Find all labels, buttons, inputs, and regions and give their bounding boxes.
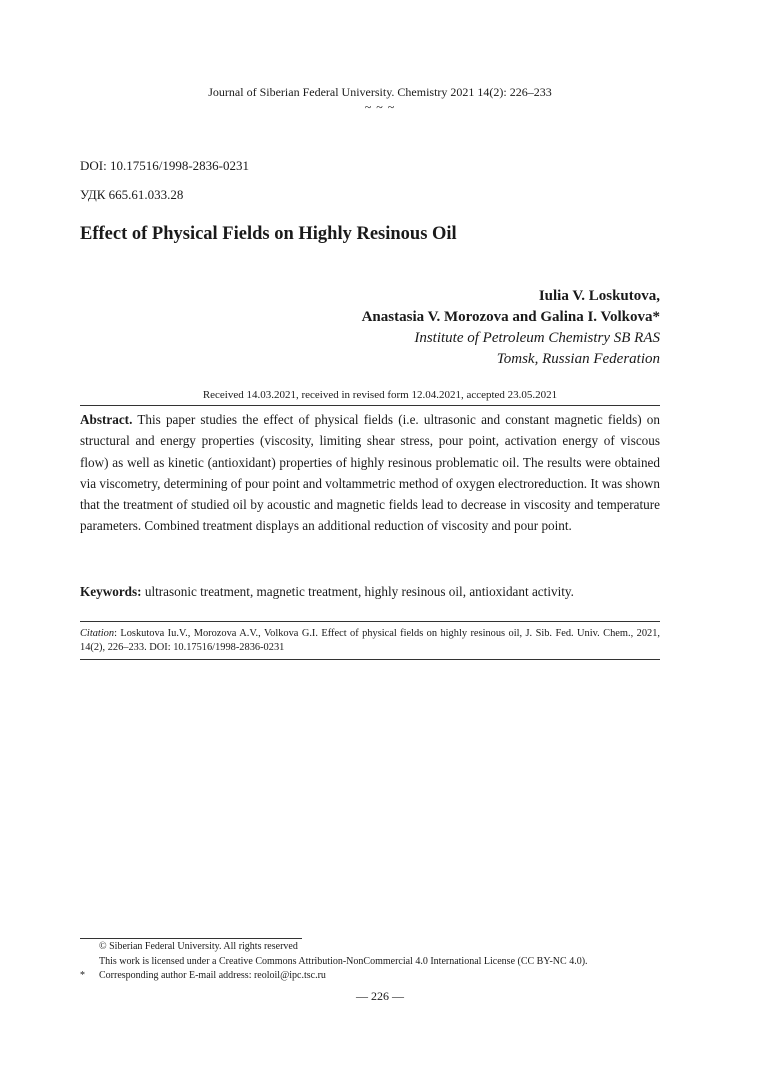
citation-label: Citation bbox=[80, 628, 115, 639]
abstract-text: This paper studies the effect of physical fields (i.e. ultrasonic and constant magnetic fields) on structural and energy properties (viscosity, limiting shear stress, pour point, activation energy of viscous flow) as well as kinetic (antioxidant) properties of highly resinous problematic oil. The results were obtained via viscometry, determining of pour point and voltammetric method of oxygen electroreduction. It was shown that the treatment of studied oil by acoustic and magnetic fields lead to decrease in viscosity and temperature parameters. Combined treatment displays an additional reduction of viscosity and pour point. bbox=[80, 412, 660, 534]
header-separator: ~ ~ ~ bbox=[364, 100, 396, 114]
affiliation-institute: Institute of Petroleum Chemistry SB RAS bbox=[414, 330, 660, 346]
keywords bbox=[80, 581, 660, 602]
citation bbox=[80, 627, 660, 655]
paper-title: Effect of Physical Fields on Highly Resinous Oil bbox=[80, 224, 457, 244]
doi: DOI: 10.17516/1998-2836-0231 bbox=[80, 158, 249, 173]
abstract-label: Abstract. bbox=[80, 412, 133, 427]
abstract bbox=[80, 409, 660, 537]
author-block bbox=[362, 286, 660, 370]
footnote-rule bbox=[80, 938, 302, 939]
authors-line-2: Anastasia V. Morozova and Galina I. Volkova* bbox=[361, 309, 660, 325]
journal-header: Journal of Siberian Federal University. Chemistry 2021 14(2): 226–233 bbox=[208, 85, 552, 99]
citation-top-rule bbox=[80, 621, 660, 622]
citation-bottom-rule bbox=[80, 659, 660, 660]
page-number: — 226 — bbox=[356, 989, 404, 1003]
abstract-top-rule bbox=[80, 405, 660, 406]
keywords-label: Keywords: bbox=[80, 584, 142, 599]
keywords-text: ultrasonic treatment, magnetic treatment, highly resinous oil, antioxidant activity. bbox=[141, 584, 574, 599]
affiliation-location: Tomsk, Russian Federation bbox=[496, 351, 660, 367]
license-footnote: This work is licensed under a Creative Commons Attribution-NonCommercial 4.0 International License (CC BY-NC 4.0). bbox=[99, 956, 588, 967]
corresponding-author-footnote: Corresponding author E-mail address: reoloil@ipc.tsc.ru bbox=[99, 970, 326, 981]
citation-text: : Loskutova Iu.V., Morozova A.V., Volkova G.I. Effect of physical fields on highly resinous oil, J. Sib. Fed. Univ. Chem., 2021, 14(2), 226–233. DOI: 10.17516/1998-2836-0231 bbox=[80, 628, 660, 653]
udk-code: УДК 665.61.033.28 bbox=[80, 187, 184, 202]
copyright-footnote: © Siberian Federal University. All rights reserved bbox=[99, 941, 298, 952]
authors-line-1: Iulia V. Loskutova, bbox=[538, 288, 660, 304]
footnote-star: * bbox=[80, 970, 85, 981]
received-dates: Received 14.03.2021, received in revised form 12.04.2021, accepted 23.05.2021 bbox=[202, 389, 558, 401]
